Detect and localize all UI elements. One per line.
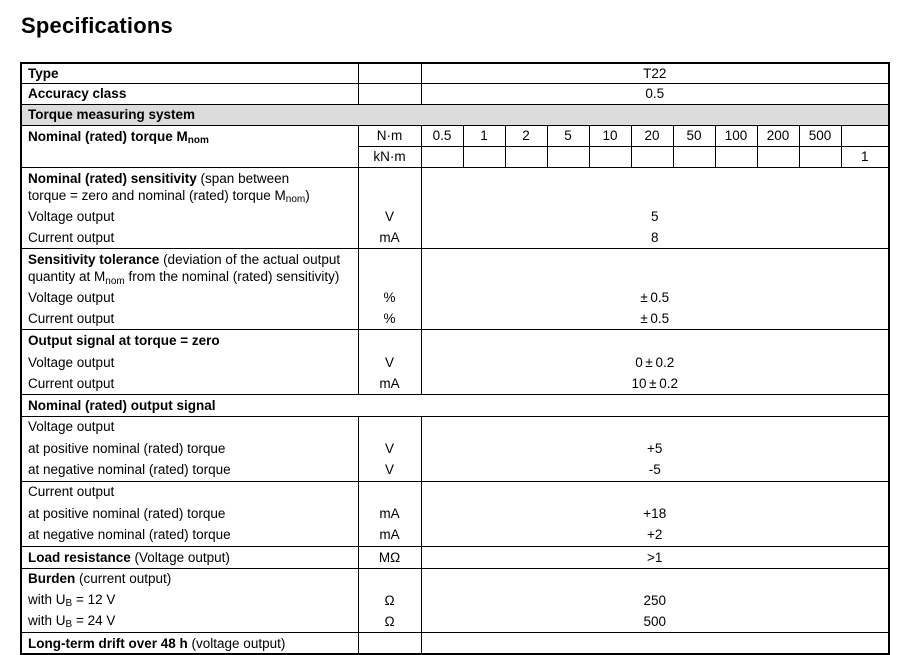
row-label-cell xyxy=(21,568,358,589)
row-label-cell xyxy=(21,227,358,249)
label-segment: = 12 V xyxy=(72,591,116,607)
table-row xyxy=(21,63,889,83)
value-cell: 100 xyxy=(715,125,757,146)
table-row xyxy=(21,394,889,416)
label-segment: B xyxy=(65,619,73,631)
row-label-cell xyxy=(21,481,358,502)
value-cell xyxy=(547,146,589,167)
value-span-cell xyxy=(421,632,889,654)
value-span-cell: 5 xyxy=(421,206,889,227)
value-cell xyxy=(463,146,505,167)
unit-cell xyxy=(358,632,421,654)
value-span-cell: ± 0.5 xyxy=(421,287,889,308)
value-cell xyxy=(631,146,673,167)
label-segment: Nominal (rated) torque M xyxy=(28,128,188,144)
label-segment: Current output xyxy=(28,310,115,326)
value-cell: 1 xyxy=(463,125,505,146)
value-cell: 0.5 xyxy=(421,125,463,146)
label-segment: at negative nominal (rated) torque xyxy=(28,527,231,543)
label-segment: Voltage output xyxy=(28,419,115,435)
unit-cell: Ω xyxy=(358,611,421,632)
label-segment: Long-term drift over 48 h xyxy=(28,635,192,651)
table-row xyxy=(21,568,889,589)
value-span-cell xyxy=(421,416,889,437)
label-segment: at positive nominal (rated) torque xyxy=(28,505,226,521)
unit-cell: % xyxy=(358,308,421,329)
row-label-cell xyxy=(21,63,358,83)
value-cell: 10 xyxy=(589,125,631,146)
value-cell: 5 xyxy=(547,125,589,146)
value-span-cell: 10 ± 0.2 xyxy=(421,373,889,394)
section-band-cell xyxy=(21,104,889,125)
table-row xyxy=(21,287,889,308)
row-label-cell xyxy=(21,308,358,329)
table-row xyxy=(21,502,889,524)
value-cell: 2 xyxy=(505,125,547,146)
unit-cell xyxy=(358,167,421,206)
value-cell xyxy=(673,146,715,167)
table-row xyxy=(21,459,889,481)
value-cell: 20 xyxy=(631,125,673,146)
value-span-cell: T22 xyxy=(421,63,889,83)
value-cell xyxy=(757,146,799,167)
value-span-cell xyxy=(421,329,889,351)
table-row xyxy=(21,481,889,502)
value-span-cell: +18 xyxy=(421,502,889,524)
value-span-cell xyxy=(421,167,889,206)
table-row xyxy=(21,632,889,654)
row-label-cell xyxy=(21,502,358,524)
table-row xyxy=(21,125,889,146)
table-row xyxy=(21,416,889,437)
value-span-cell xyxy=(421,249,889,288)
row-label-cell xyxy=(21,437,358,459)
row-label-cell xyxy=(21,167,358,206)
label-segment: with U xyxy=(28,591,66,607)
label-segment: = 24 V xyxy=(72,612,116,628)
value-cell xyxy=(589,146,631,167)
table-row xyxy=(21,589,889,611)
label-segment: quantity at M xyxy=(28,269,106,284)
row-label-cell xyxy=(21,373,358,394)
value-span-cell: 250 xyxy=(421,589,889,611)
unit-cell: Ω xyxy=(358,589,421,611)
specifications-table xyxy=(20,62,890,655)
value-span-cell xyxy=(421,481,889,502)
table-row xyxy=(21,373,889,394)
spec-table-body xyxy=(21,63,889,654)
label-segment: Nominal (rated) sensitivity xyxy=(28,170,197,186)
value-span-cell: 0 ± 0.2 xyxy=(421,351,889,373)
label-segment: nom xyxy=(285,194,306,205)
table-row xyxy=(21,104,889,125)
label-segment: (current output) xyxy=(75,571,172,587)
table-row xyxy=(21,611,889,632)
unit-cell xyxy=(358,568,421,589)
table-row xyxy=(21,308,889,329)
unit-cell xyxy=(358,63,421,83)
value-cell: 200 xyxy=(757,125,799,146)
unit-cell: V xyxy=(358,351,421,373)
value-span-cell: +2 xyxy=(421,524,889,546)
value-span-cell: +5 xyxy=(421,437,889,459)
value-span-cell: >1 xyxy=(421,546,889,568)
label-segment: Load resistance xyxy=(28,549,131,565)
label-segment: Burden xyxy=(28,571,76,587)
row-label-cell xyxy=(21,125,358,167)
row-label-cell xyxy=(21,459,358,481)
unit-cell xyxy=(358,416,421,437)
unit-cell: % xyxy=(358,287,421,308)
unit-cell: mA xyxy=(358,524,421,546)
value-span-cell: 0.5 xyxy=(421,83,889,104)
label-segment: at negative nominal (rated) torque xyxy=(28,462,231,478)
value-cell xyxy=(799,146,841,167)
label-segment: torque = zero and nominal (rated) torque M xyxy=(28,187,286,203)
unit-cell xyxy=(358,249,421,288)
value-span-cell: ± 0.5 xyxy=(421,308,889,329)
unit-cell: mA xyxy=(358,502,421,524)
row-label-cell xyxy=(21,546,358,568)
row-label-cell xyxy=(21,206,358,227)
label-segment: Accuracy class xyxy=(28,86,127,101)
label-segment: (voltage output) xyxy=(191,635,286,651)
label-segment: Torque measuring system xyxy=(28,107,196,122)
unit-cell xyxy=(358,329,421,351)
label-segment: B xyxy=(65,598,73,609)
label-segment: Sensitivity tolerance xyxy=(28,252,160,267)
table-row xyxy=(21,546,889,568)
unit-cell: V xyxy=(358,206,421,227)
unit-cell xyxy=(358,83,421,104)
unit-cell: N·m xyxy=(358,125,421,146)
label-segment: Voltage output xyxy=(28,354,115,370)
row-label-cell xyxy=(21,611,358,632)
unit-cell: mA xyxy=(358,373,421,394)
value-span-cell xyxy=(421,568,889,589)
value-cell xyxy=(841,125,889,146)
row-label-cell xyxy=(21,632,358,654)
table-row xyxy=(21,351,889,373)
row-label-cell xyxy=(21,589,358,611)
unit-cell: V xyxy=(358,459,421,481)
label-segment: Voltage output xyxy=(28,290,115,305)
label-segment: (span between xyxy=(196,170,290,186)
value-cell: 50 xyxy=(673,125,715,146)
label-segment: (Voltage output) xyxy=(130,549,230,565)
table-row xyxy=(21,227,889,249)
row-label-cell xyxy=(21,351,358,373)
label-segment: Output signal at torque = zero xyxy=(28,332,220,348)
full-width-cell xyxy=(21,394,889,416)
label-segment: Current output xyxy=(28,375,115,391)
row-label-cell xyxy=(21,287,358,308)
value-span-cell: 500 xyxy=(421,611,889,632)
row-label-cell xyxy=(21,524,358,546)
label-segment: Nominal (rated) output signal xyxy=(28,397,216,413)
label-segment: (deviation of the actual output xyxy=(159,252,341,267)
table-row xyxy=(21,524,889,546)
table-row xyxy=(21,437,889,459)
label-segment: at positive nominal (rated) torque xyxy=(28,440,226,456)
label-segment: nom xyxy=(105,275,125,287)
label-segment: Type xyxy=(28,65,59,81)
value-cell: 500 xyxy=(799,125,841,146)
table-row xyxy=(21,167,889,206)
label-segment: from the nominal (rated) sensitivity) xyxy=(124,269,340,284)
unit-cell: MΩ xyxy=(358,546,421,568)
value-cell xyxy=(715,146,757,167)
value-cell: 1 xyxy=(841,146,889,167)
row-label-cell xyxy=(21,416,358,437)
label-segment: nom xyxy=(187,135,209,146)
label-segment: Current output xyxy=(28,484,115,500)
unit-cell: kN·m xyxy=(358,146,421,167)
unit-cell: V xyxy=(358,437,421,459)
table-row xyxy=(21,329,889,351)
row-label-cell xyxy=(21,329,358,351)
table-row xyxy=(21,206,889,227)
label-segment: Current output xyxy=(28,229,115,245)
label-segment: ) xyxy=(305,187,310,203)
label-segment: with U xyxy=(28,612,66,628)
value-cell xyxy=(421,146,463,167)
unit-cell: mA xyxy=(358,227,421,249)
unit-cell xyxy=(358,481,421,502)
table-row xyxy=(21,83,889,104)
row-label-cell xyxy=(21,83,358,104)
value-cell xyxy=(505,146,547,167)
table-row xyxy=(21,249,889,288)
value-span-cell: -5 xyxy=(421,459,889,481)
label-segment: Voltage output xyxy=(28,208,115,224)
page-title: Specifications xyxy=(21,13,173,38)
row-label-cell xyxy=(21,249,358,288)
value-span-cell: 8 xyxy=(421,227,889,249)
